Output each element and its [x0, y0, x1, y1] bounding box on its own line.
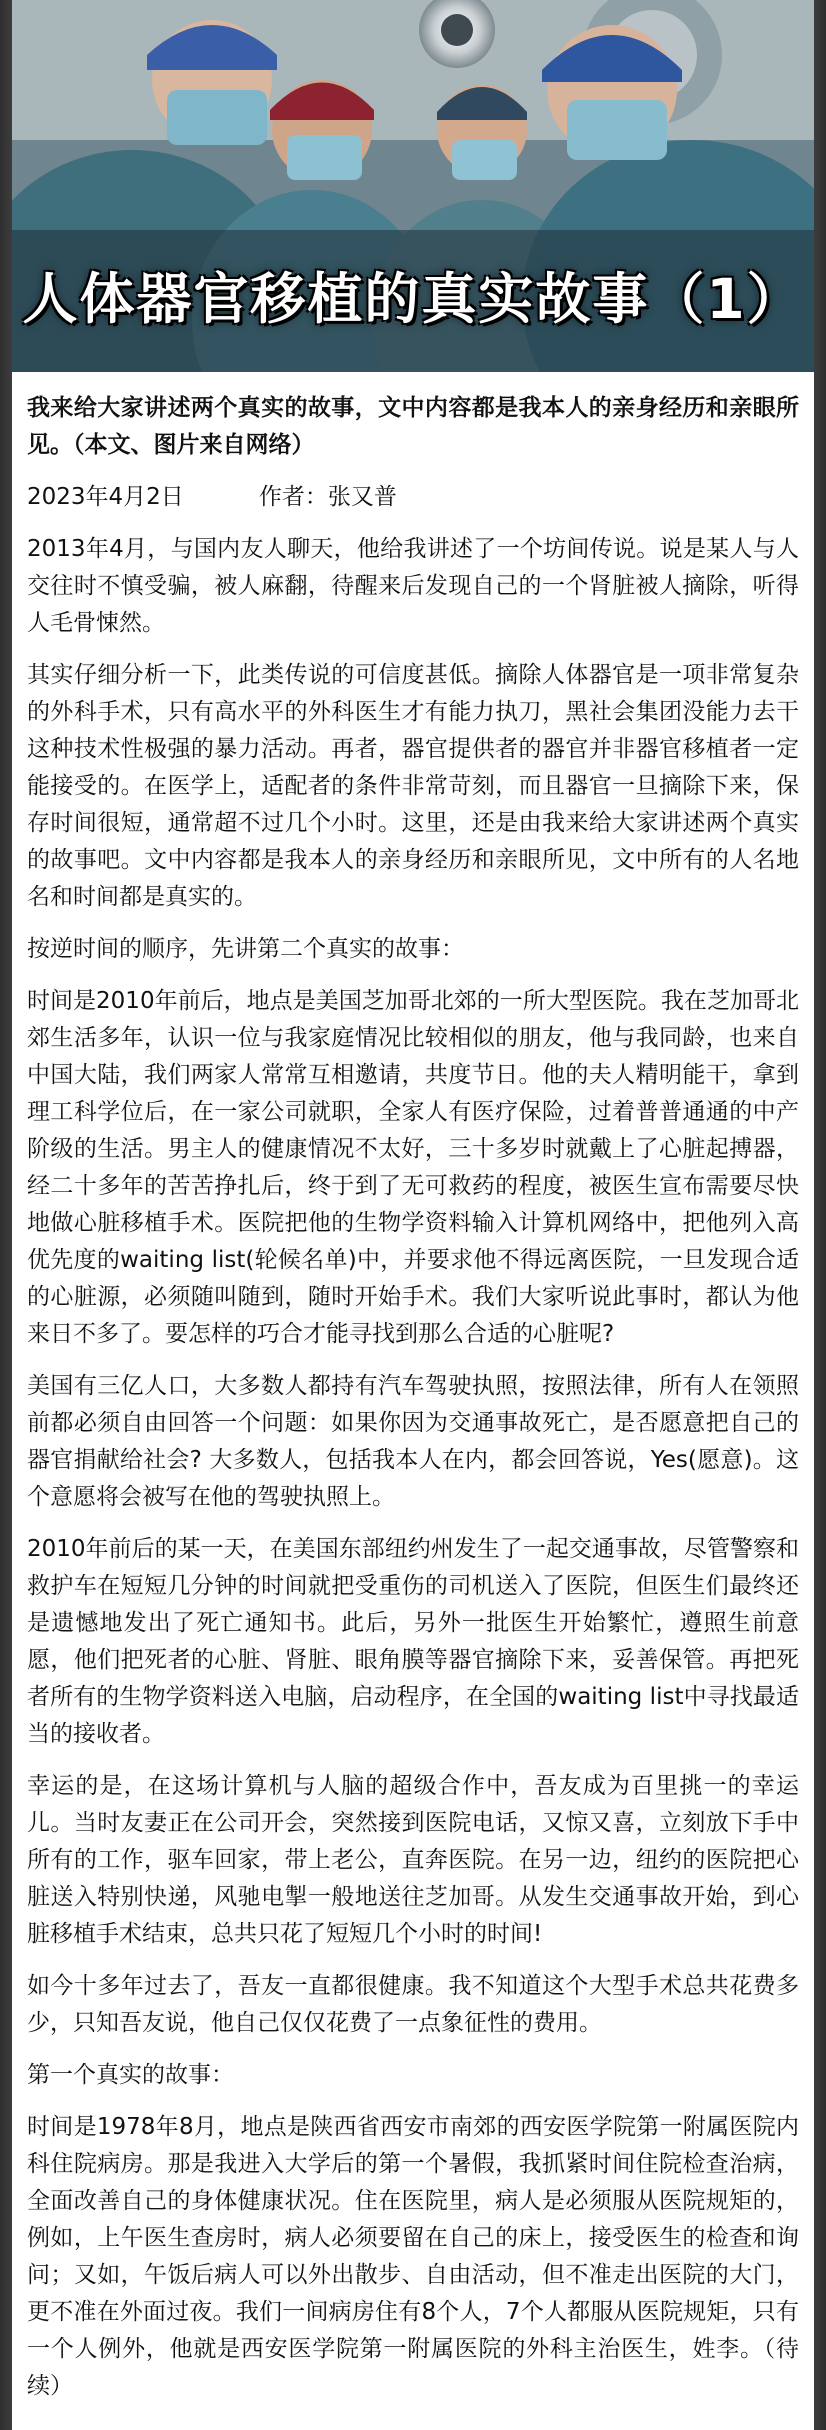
- article-title: 人体器官移植的真实故事（1）: [22, 267, 804, 331]
- paragraph: 其实仔细分析一下，此类传说的可信度甚低。摘除人体器官是一项非常复杂的外科手术，只有高水平的外科医生才有能力执刀，黑社会集团没能力去干这种技术性极强的暴力活动。再者，器官提供者的器官并非器官移植者一定能接受的。在医学上，适配者的条件非常苛刻，而且器官一旦摘除下来，保存时间很短，通常超不过几个小时。这里，还是由我来给大家讲述两个真实的故事吧。文中内容都是我本人的亲身经历和亲眼所见，文中所有的人名地名和时间都是真实的。: [27, 662, 799, 910]
- article-meta: [27, 479, 799, 516]
- article-body: [12, 372, 814, 2430]
- publish-date: 2023年4月2日: [27, 484, 184, 510]
- paragraph: 第一个真实的故事：: [27, 2062, 234, 2088]
- paragraph: 时间是1978年8月，地点是陕西省西安市南郊的西安医学院第一附属医院内科住院病房。那是我进入大学后的第一个暑假，我抓紧时间住院检查治病，全面改善自己的身体健康状况。住在医院里，病人是必须服从医院规矩的，例如，上午医生查房时，病人必须要留在自己的床上，接受医生的检查和询问；又如，午饭后病人可以外出散步、自由活动，但不准走出医院的大门，更不准在外面过夜。我们一间病房住有8个人，7个人都服从医院规矩，只有一个人例外，他就是西安医学院第一附属医院的外科主治医生，姓李。（待续）: [27, 2114, 799, 2399]
- paragraph: 美国有三亿人口，大多数人都持有汽车驾驶执照，按照法律，所有人在领照前都必须自由回答一个问题：如果你因为交通事故死亡，是否愿意把自己的器官捐献给社会? 大多数人，包括我本人在内，都会回答说，Yes(愿意)。这个意愿将会被写在他的驾驶执照上。: [27, 1373, 799, 1510]
- author-line: 作者：张又普: [258, 484, 397, 510]
- paragraph: 时间是2010年前后，地点是美国芝加哥北郊的一所大型医院。我在芝加哥北郊生活多年，认识一位与我家庭情况比较相似的朋友，他与我同龄，也来自中国大陆，我们两家人常常互相邀请，共度节日。他的夫人精明能干，拿到理工科学位后，在一家公司就职，全家人有医疗保险，过着普普通通的中产阶级的生活。男主人的健康情况不太好，三十多岁时就戴上了心脏起搏器，经二十多年的苦苦挣扎后，终于到了无可救药的程度，被医生宣布需要尽快地做心脏移植手术。医院把他的生物学资料输入计算机网络中，把他列入高优先度的waiting list(轮候名单)中，并要求他不得远离医院，一旦发现合适的心脏源，必须随叫随到，随时开始手术。我们大家听说此事时，都认为他来日不多了。要怎样的巧合才能寻找到那么合适的心脏呢?: [27, 988, 799, 1347]
- paragraph: 2013年4月，与国内友人聊天，他给我讲述了一个坊间传说。说是某人与人交往时不慎受骗，被人麻翻，待醒来后发现自己的一个肾脏被人摘除，听得人毛骨悚然。: [27, 536, 799, 636]
- hero-banner: [12, 0, 814, 372]
- paragraph: 按逆时间的顺序，先讲第二个真实的故事：: [27, 936, 464, 962]
- paragraph: 2010年前后的某一天，在美国东部纽约州发生了一起交通事故，尽管警察和救护车在短短几分钟的时间就把受重伤的司机送入了医院，但医生们最终还是遗憾地发出了死亡通知书。此后，另外一批医生开始繁忙，遵照生前意愿，他们把死者的心脏、肾脏、眼角膜等器官摘除下来，妥善保管。再把死者所有的生物学资料送入电脑，启动程序，在全国的waiting list中寻找最适当的接收者。: [27, 1536, 799, 1747]
- paragraph: 如今十多年过去了，吾友一直都很健康。我不知道这个大型手术总共花费多少，只知吾友说，他自己仅仅花费了一点象征性的费用。: [27, 1973, 799, 2036]
- article-intro: 我来给大家讲述两个真实的故事，文中内容都是我本人的亲身经历和亲眼所见。（本文、图片来自网络）: [27, 395, 799, 458]
- paragraph: 幸运的是，在这场计算机与人脑的超级合作中，吾友成为百里挑一的幸运儿。当时友妻正在公司开会，突然接到医院电话，又惊又喜，立刻放下手中所有的工作，驱车回家，带上老公，直奔医院。在另一边，纽约的医院把心脏送入特别快递，风驰电掣一般地送往芝加哥。从发生交通事故开始，到心脏移植手术结束，总共只花了短短几个小时的时间!: [27, 1773, 799, 1947]
